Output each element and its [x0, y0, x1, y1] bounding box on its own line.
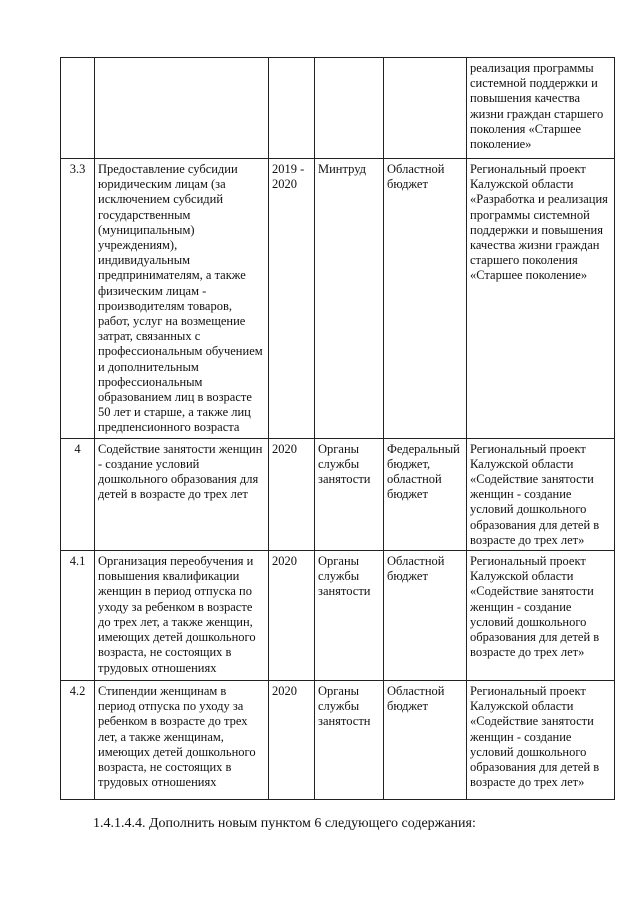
measure-description-cell [95, 58, 269, 159]
regional-project-cell: Региональный проект Калужской области «Разработка и реализация программы системной поддержки и повышения качества жизни граждан старшего поколения «Старшее поколение» [467, 159, 615, 439]
row-number-cell: 3.3 [61, 159, 95, 439]
funding-source-cell: Областной бюджет [384, 681, 467, 800]
measure-description-cell: Стипендии женщинам в период отпуска по уходу за ребенком в возрасте до трех лет, а также женщинам, имеющих детей дошкольного возраста, не состоящих в трудовых отношениях [95, 681, 269, 800]
table-row [61, 159, 615, 439]
regional-project-cell: реализация программы системной поддержки и повышения качества жизни граждан старшего поколения «Старшее поколение» [467, 58, 615, 159]
scan-speck-decoration [586, 832, 600, 836]
amendment-paragraph: 1.4.1.4.4. Дополнить новым пунктом 6 следующего содержания: [93, 816, 476, 831]
years-cell: 2019 - 2020 [269, 159, 315, 439]
years-cell: 2020 [269, 681, 315, 800]
funding-source-cell [384, 58, 467, 159]
years-cell: 2020 [269, 551, 315, 681]
funding-source-cell: Областной бюджет [384, 551, 467, 681]
regional-project-cell: Региональный проект Калужской области «Содействие занятости женщин - создание условий дошкольного образования для детей в возрасте до трех лет» [467, 681, 615, 800]
table-row [61, 551, 615, 681]
executor-cell: Органы службы занятости [315, 438, 384, 550]
years-cell: 2020 [269, 438, 315, 550]
funding-source-cell: Областной бюджет [384, 159, 467, 439]
executor-cell [315, 58, 384, 159]
executor-cell: Минтруд [315, 159, 384, 439]
row-number-cell: 4.1 [61, 551, 95, 681]
table-row [61, 438, 615, 550]
row-number-cell [61, 58, 95, 159]
table-row [61, 58, 615, 159]
regional-project-cell: Региональный проект Калужской области «Содействие занятости женщин - создание условий дошкольного образования для детей в возрасте до трех лет» [467, 551, 615, 681]
regional-project-cell: Региональный проект Калужской области «Содействие занятости женщин - создание условий дошкольного образования для детей в возрасте до трех лет» [467, 438, 615, 550]
measure-description-cell: Предоставление субсидии юридическим лицам (за исключением субсидий государственным (муниципальным) учреждениям), индивидуальным предпринимателям, а также физическим лицам - производителям товаров, работ, услуг на возмещение затрат, связанных с профессиональным обучением и дополнительным профессиональным образованием лиц в возрасте 50 лет и старше, а также лиц предпенсионного возраста [95, 159, 269, 439]
executor-cell: Органы службы занятости [315, 551, 384, 681]
measure-description-cell: Содействие занятости женщин - создание условий дошкольного образования для детей в возрасте до трех лет [95, 438, 269, 550]
measures-table [60, 57, 615, 800]
funding-source-cell: Федеральный бюджет, областной бюджет [384, 438, 467, 550]
table-row [61, 681, 615, 800]
years-cell [269, 58, 315, 159]
row-number-cell: 4 [61, 438, 95, 550]
executor-cell: Органы службы занятостн [315, 681, 384, 800]
measure-description-cell: Организация переобучения и повышения квалификации женщин в период отпуска по уходу за ребенком в возрасте до трех лет, а также женщин, имеющих детей дошкольного возраста, не состоящих в трудовых отношениях [95, 551, 269, 681]
row-number-cell: 4.2 [61, 681, 95, 800]
